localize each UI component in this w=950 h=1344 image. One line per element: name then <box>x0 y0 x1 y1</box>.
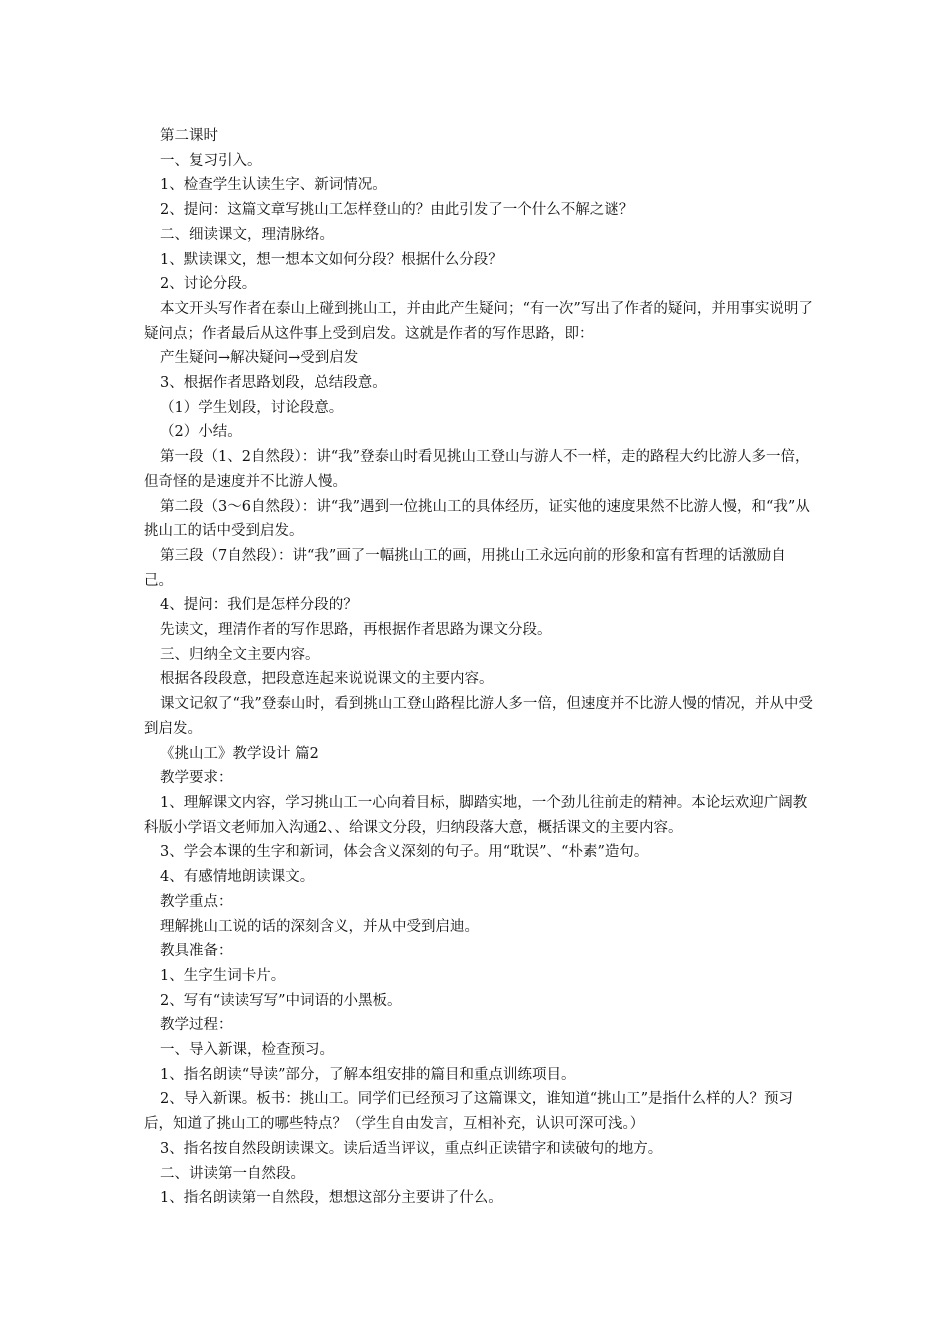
paragraph: 1、检查学生认读生字、新词情况。 <box>160 177 387 194</box>
section-heading: 二、细读课文，理清脉络。 <box>160 226 334 243</box>
section-heading: 三、归纳全文主要内容。 <box>160 646 320 663</box>
paragraph: 2、讨论分段。 <box>160 276 257 293</box>
paragraph: 2、提问：这篇文章写挑山工怎样登山的？由此引发了一个什么不解之谜？ <box>160 202 634 219</box>
paragraph: 4、提问：我们是怎样分段的？ <box>160 597 358 614</box>
paragraph: 第二段（3～6自然段）：讲“我”遇到一位挑山工的具体经历，证实他的速度果然不比游人慢，和“我”从挑山工的话中受到启发。 <box>144 498 810 540</box>
paragraph: 第三段（7自然段）：讲“我”画了一幅挑山工的画，用挑山工永远向前的形象和富有哲理的话激励自己。 <box>144 547 786 589</box>
paragraph: （1）学生划段，讨论段意。 <box>160 399 344 416</box>
paragraph: 2、写有“读读写写”中词语的小黑板。 <box>160 992 402 1009</box>
article-title: 《挑山工》教学设计 篇2 <box>160 745 319 762</box>
section-heading: 教学要求： <box>160 770 233 787</box>
paragraph: 第一段（1、2自然段）：讲“我”登泰山时看见挑山工登山与游人不一样，走的路程大约比游人多一倍，但奇怪的是速度并不比游人慢。 <box>144 449 810 490</box>
paragraph: 根据各段段意，把段意连起来说说课文的主要内容。 <box>160 671 494 688</box>
paragraph: 1、指名朗读“导读”部分，了解本组安排的篇目和重点训练项目。 <box>160 1066 576 1083</box>
section-heading: 教学过程： <box>160 1017 233 1034</box>
paragraph: 本文开头写作者在泰山上碰到挑山工，并由此产生疑问；“有一次”写出了作者的疑问，并用事实说明了疑问点；作者最后从这件事上受到启发。这就是作者的写作思路，即： <box>144 300 813 342</box>
paragraph: 2、导入新课。板书：挑山工。同学们已经预习了这篇课文，谁知道“挑山工”是指什么样的人？预习后，知道了挑山工的哪些特点？（学生自由发言，互相补充，认识可深可浅。） <box>144 1091 794 1133</box>
paragraph: （2）小结。 <box>160 424 242 441</box>
section-heading: 二、讲读第一自然段。 <box>160 1165 305 1182</box>
paragraph: 1、默读课文，想一想本文如何分段？根据什么分段？ <box>160 251 503 268</box>
section-heading: 一、复习引入。 <box>160 152 262 169</box>
paragraph: 理解挑山工说的话的深刻含义，并从中受到启迪。 <box>160 918 479 935</box>
paragraph: 1、理解课文内容，学习挑山工一心向着目标，脚踏实地，一个劲儿往前走的精神。本论坛欢迎广阔教科版小学语文老师加入沟通2、、给课文分段，归纳段落大意，概括课文的主要内容。 <box>144 794 808 836</box>
section-heading: 教学重点： <box>160 893 233 910</box>
lesson-heading: 第二课时 <box>160 128 218 144</box>
paragraph: 3、学会本课的生字和新词，体会含义深刻的句子。用“耽误”、“朴素”造句。 <box>160 844 649 861</box>
paragraph: 先读文，理清作者的写作思路，再根据作者思路为课文分段。 <box>160 622 552 639</box>
paragraph: 产生疑问→解决疑问→受到启发 <box>160 350 359 367</box>
paragraph: 4、有感情地朗读课文。 <box>160 869 315 886</box>
paragraph: 3、根据作者思路划段，总结段意。 <box>160 375 387 392</box>
document-body <box>144 124 814 1211</box>
paragraph: 1、指名朗读第一自然段，想想这部分主要讲了什么。 <box>160 1190 503 1207</box>
section-heading: 一、导入新课，检查预习。 <box>160 1042 334 1059</box>
section-heading: 教具准备： <box>160 943 233 960</box>
paragraph: 1、生字生词卡片。 <box>160 967 286 984</box>
paragraph: 课文记叙了“我”登泰山时，看到挑山工登山路程比游人多一倍，但速度并不比游人慢的情况，并从中受到启发。 <box>144 696 813 737</box>
paragraph: 3、指名按自然段朗读课文。读后适当评议，重点纠正读错字和读破句的地方。 <box>160 1140 663 1157</box>
